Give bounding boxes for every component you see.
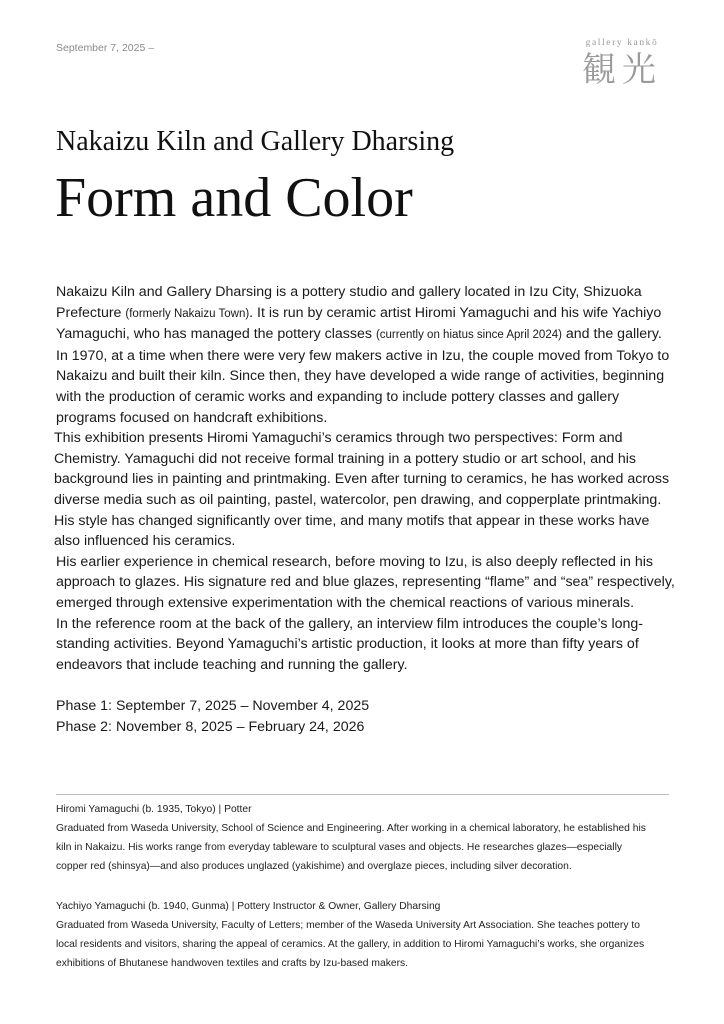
paragraph-glazes: His earlier experience in chemical research, before moving to Izu, is also deeply reflected in his approach to glazes. His signature red and blue glazes, representing “flame” and “sea” respectively, emerged through extensive experimentation with the chemical reactions of various minerals. [56,553,675,611]
exhibition-description [56,282,676,675]
exhibition-date: September 7, 2025 – [56,42,155,54]
intro-text-2: . It is run by ceramic artist Hiromi Yamaguchi and his wife Yachiyo Yamaguchi, who has managed the pottery classes [56,304,662,343]
intro-note-2: (currently on hiatus since April 2024) [375,329,562,342]
exhibition-title: Form and Color [55,167,413,229]
intro-paragraph [56,282,676,428]
paragraph-reference-room: In the reference room at the back of the gallery, an interview film introduces the couple’s long-standing activities. Beyond Yamaguchi’s artistic production, it looks at more than fifty years of endeavors that include teaching and running the gallery. [56,615,643,673]
bio-line: Graduated from Waseda University, School of Science and Engineering. After working in a chemical laboratory, he established his [56,823,646,834]
bio-line: kiln in Nakaizu. His works range from everyday tableware to sculptural vases and objects. He researches glazes—especially [56,842,623,853]
logo-wordmark: gallery kankō [585,38,659,48]
bio-heading: Hiromi Yamaguchi (b. 1935, Tokyo) | Potter [56,804,252,815]
artist-bio-yachiyo [56,897,676,973]
intro-note-1: (formerly Nakaizu Town) [125,307,250,320]
phase-1: Phase 1: September 7, 2025 – November 4, 2025 [56,698,370,714]
intro-text-3: and the gallery. In 1970, at a time when there were very few makers active in Izu, the couple moved from Tokyo to Nakaizu and built their kiln. Since then, they have developed a wide range of activities, beginning with the production of ceramic works and expanding to include pottery classes and gallery programs focused on handcraft exhibitions. [56,326,670,426]
exhibition-subtitle: Nakaizu Kiln and Gallery Dharsing [56,126,455,157]
divider [56,794,669,795]
bio-line: local residents and visitors, sharing the appeal of ceramics. At the gallery, in addition to Hiromi Yamaguchi’s works, she organizes [56,939,645,950]
bio-heading: Yachiyo Yamaguchi (b. 1940, Gunma) | Pottery Instructor & Owner, Gallery Dharsing [56,901,441,912]
artist-bio-hiromi [56,800,676,876]
bio-line: Graduated from Waseda University, Faculty of Letters; member of the Waseda University Art Association. She teaches pottery to [56,920,640,931]
bio-line: copper red (shinsya)—and also produces unglazed (yakishime) and overglaze pieces, including silver decoration. [56,861,572,872]
bio-line: exhibitions of Bhutanese handwoven textiles and crafts by Izu-based makers. [56,958,409,969]
intro-text-1: Nakaizu Kiln and Gallery Dharsing is a pottery studio and gallery located in Izu City, Shizuoka Prefecture [56,284,642,321]
phase-2: Phase 2: November 8, 2025 – February 24, 2026 [56,719,365,735]
exhibition-phases [56,696,369,738]
paragraph-form-chemistry: This exhibition presents Hiromi Yamaguchi’s ceramics through two perspectives: Form and Chemistry. Yamaguchi did not receive formal training in a pottery studio or art school, and his background lies in painting and printmaking. Even after turning to ceramics, he has worked across diverse media such as oil painting, pastel, watercolor, pen drawing, and copperplate printmaking. His style has changed significantly over time, and many motifs that appear in these works have also influenced his ceramics. [54,430,670,550]
gallery-logo [577,38,667,90]
logo-kanji: 観光 [582,50,662,90]
